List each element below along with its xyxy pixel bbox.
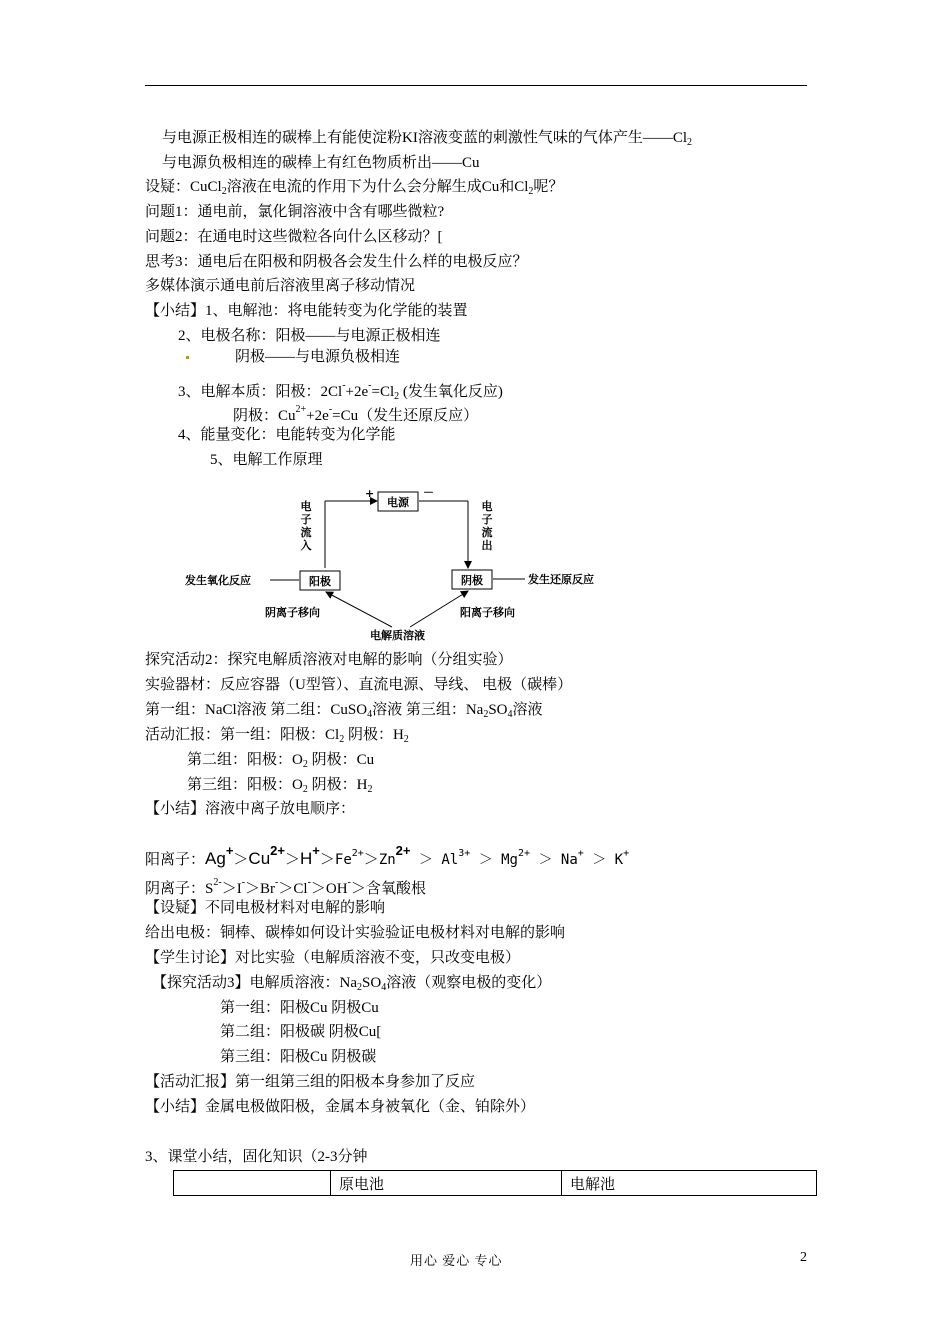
page-footer: 用心 爱心 专心 [410, 1253, 503, 1268]
plus-sign: + [365, 487, 375, 500]
text-line: 第三组：阳极Cu 阴极碳 [220, 1049, 377, 1065]
flow-out-char: 子 [481, 513, 493, 526]
text-line: 【小结】溶液中离子放电顺序： [145, 801, 356, 817]
text-line: 设疑：CuCl$_2$溶液在电流的作用下为什么会分解生成Cu和$Cl_2$呢？ [145, 179, 564, 197]
cation-order: 阳离子：$Ag^+>Cu^{2+}>H^+>Fe^{2+}>Zn^{2+} > Al^{3+} > Mg^{2+} > Na^+ > K^+$ [145, 843, 630, 868]
text-line: 探究活动2：探究电解质溶液对电解的影响（分组实验） [145, 652, 513, 668]
page-number: 2 [800, 1250, 807, 1265]
text-line: 2、电极名称：阳极——与电源正极相连 [178, 328, 441, 344]
minus-sign: － [423, 486, 434, 499]
summary-table [173, 1170, 817, 1196]
text-line: 第三组：阳极：$O_2$ 阴极：$H_2$ [187, 777, 373, 795]
electrolysis-diagram [180, 484, 630, 649]
text-line: 阴极：$Cu^{2+}+2e^-=Cu$（发生还原反应） [233, 404, 479, 424]
text-line: 阴极——与电源负极相连 [235, 349, 401, 365]
power-label: 电源 [387, 496, 409, 509]
oxidation-label: 发生氧化反应 [185, 574, 251, 587]
arrow-anion [326, 592, 392, 627]
reduction-label: 发生还原反应 [528, 573, 594, 586]
anion-move-label: 阴离子移向 [265, 606, 320, 619]
anion-order: 阴离子：$S^{2-}>I^->Br^->Cl^->OH^->$含氧酸根 [145, 877, 426, 897]
flow-in-char: 子 [300, 513, 312, 526]
table-cell [174, 1171, 331, 1196]
text-line: 思考3：通电后在阳极和阴极各会发生什么样的电极反应？ [145, 254, 528, 270]
header-rule [145, 85, 807, 86]
table-row [174, 1171, 817, 1196]
text-line: 【小结】金属电极做阳极，金属本身被氧化（金、铂除外） [145, 1099, 536, 1115]
flow-in-char: 流 [300, 526, 312, 539]
text-line: 第二组：阳极：$O_2$ 阴极：Cu [187, 752, 375, 770]
text-line: 【探究活动3】电解质溶液：$Na_2SO_4$溶液（观察电极的变化） [152, 975, 552, 993]
cation-move-label: 阳离子移向 [460, 606, 515, 619]
text-line: 5、电解工作原理 [210, 452, 323, 468]
flow-out-char: 出 [481, 539, 493, 552]
text-line: 3、电解本质：阳极：$2Cl^-+2e^-=Cl_2$ (发生氧化反应) [178, 380, 503, 402]
text-line: 问题1：通电前，氯化铜溶液中含有哪些微粒? [145, 204, 445, 220]
stray-dot [186, 356, 189, 359]
flow-in-char: 入 [300, 539, 312, 552]
text-line: 第二组：阳极碳 阴极Cu[ [220, 1024, 382, 1040]
text-line: 实验器材：反应容器（U型管）、直流电源、导线、 电极（碳棒） [145, 677, 573, 693]
text-line: 【学生讨论】对比实验（电解质溶液不变，只改变电极） [145, 950, 521, 966]
text-line: 活动汇报：第一组：阳极：$Cl_2$ 阴极：$H_2$ [145, 727, 409, 745]
text-line: 给出电极：铜棒、碳棒如何设计实验验证电极材料对电解的影响 [145, 925, 566, 941]
table-cell: 电解池 [562, 1171, 817, 1196]
anode-label: 阳极 [309, 575, 331, 588]
text-line: 3、课堂小结，固化知识（2-3分钟 [145, 1149, 368, 1165]
flow-out-char: 流 [481, 526, 493, 539]
electrolyte-label: 电解质溶液 [370, 629, 425, 642]
text-line: 与电源正极相连的碳棒上有能使淀粉KI溶液变蓝的刺激性气味的气体产生$——Cl_2$ [162, 130, 693, 148]
table-cell: 原电池 [331, 1171, 562, 1196]
text-line: 【活动汇报】第一组第三组的阳极本身参加了反应 [145, 1074, 476, 1090]
text-line: 4、能量变化：电能转变为化学能 [178, 427, 396, 443]
text-line: 与电源负极相连的碳棒上有红色物质析出——Cu [162, 155, 480, 171]
flow-out-char: 电 [481, 500, 493, 513]
text-line: 问题2：在通电时这些微粒各向什么区移动？[ [145, 229, 443, 245]
text-line: 第一组：阳极Cu 阴极Cu [220, 1000, 379, 1016]
cathode-label: 阴极 [461, 574, 483, 587]
text-line: 第一组：NaCl溶液 第二组：CuSO$_4$溶液 第三组：$Na_2SO_4$溶液 [145, 702, 543, 720]
text-line: 【设疑】不同电极材料对电解的影响 [145, 900, 386, 916]
text-line: 【小结】1、电解池：将电能转变为化学能的装置 [145, 303, 468, 319]
flow-in-char: 电 [300, 500, 312, 513]
text-line: 多媒体演示通电前后溶液里离子移动情况 [145, 278, 416, 294]
